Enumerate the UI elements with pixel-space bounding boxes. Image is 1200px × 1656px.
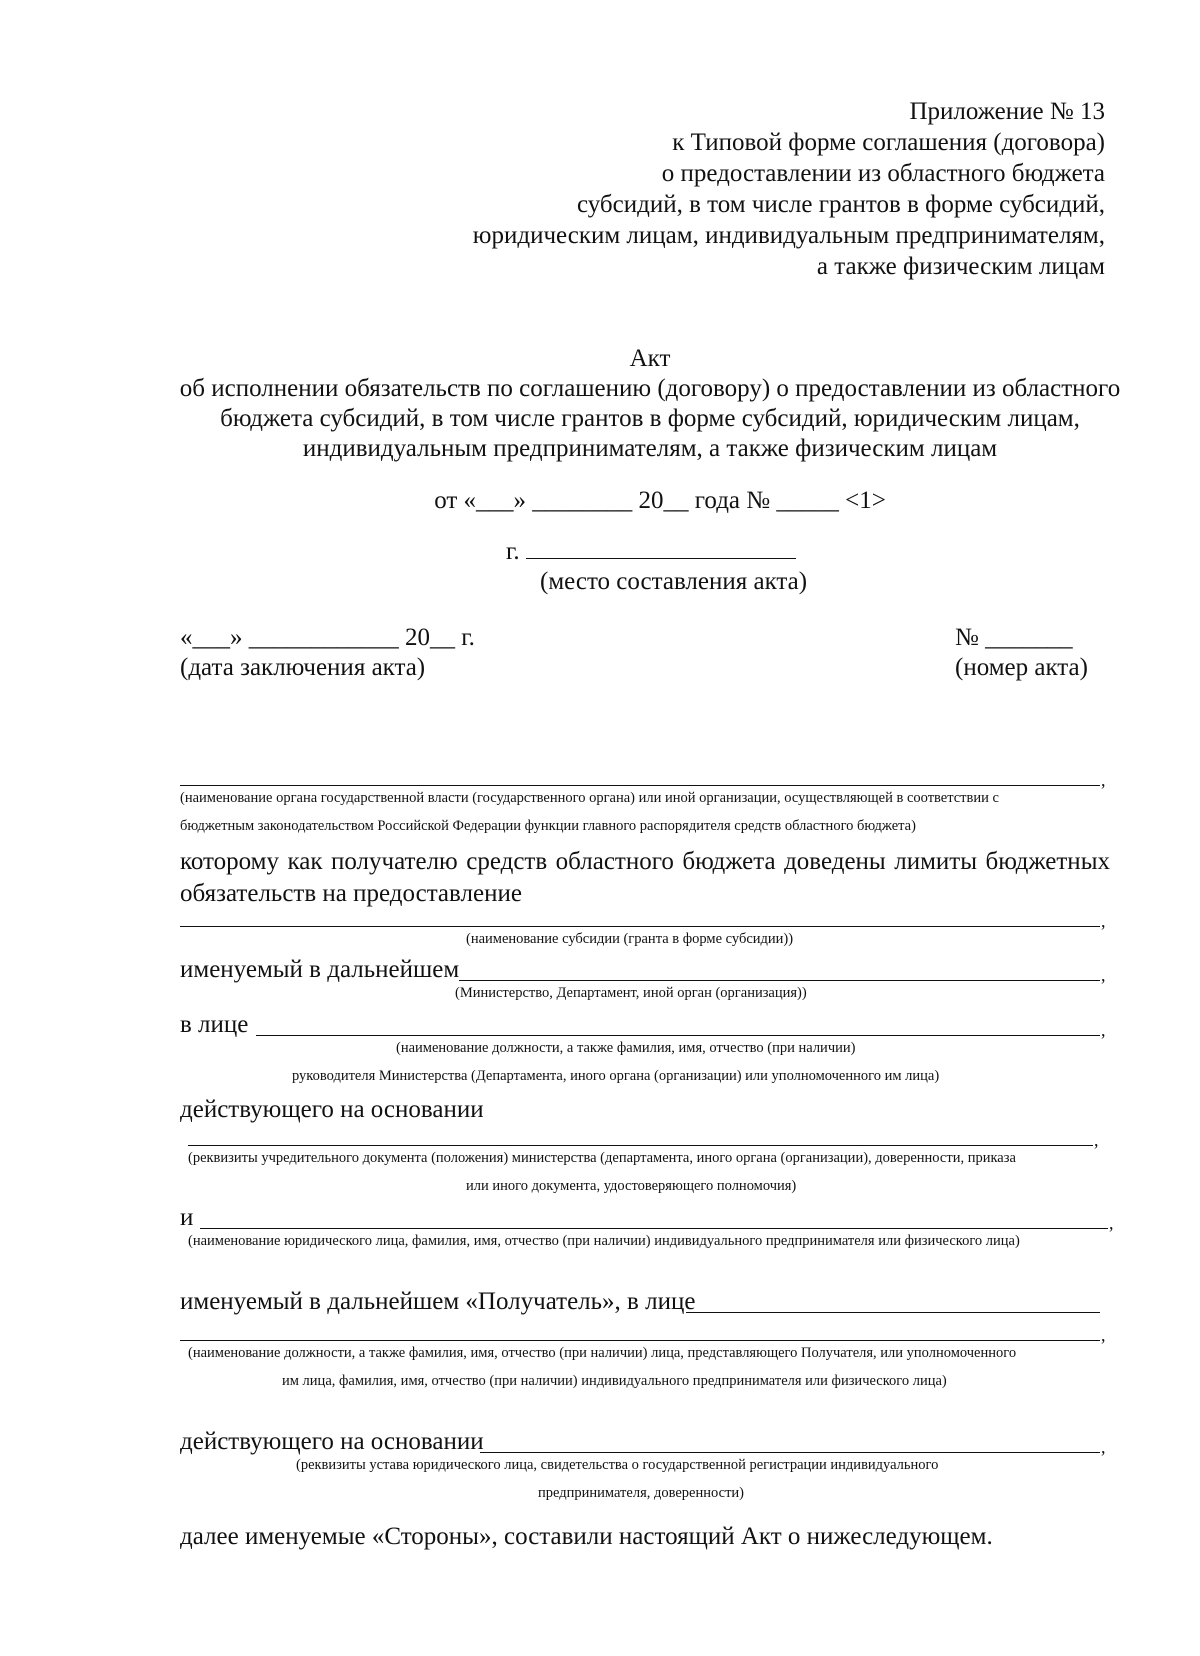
person-blank-line	[256, 1035, 1100, 1036]
appendix-line: субсидий, в том числе грантов в форме субсидий,	[576, 191, 1105, 218]
comma: ,	[1101, 770, 1106, 790]
basis-caption: или иного документа, удостоверяющего полномочия)	[466, 1178, 797, 1194]
subsidy-blank-line	[180, 926, 1100, 927]
ministry-caption: (Министерство, Департамент, иной орган (организация))	[455, 985, 807, 1001]
limits-line: обязательств на предоставление	[180, 880, 522, 907]
act-number-caption: (номер акта)	[955, 654, 1088, 681]
position-caption: руководителя Министерства (Департамента, иного органа (организации) или уполномоченного им лица)	[292, 1068, 940, 1084]
acting-basis-label: действующего на основании	[180, 1428, 484, 1455]
recipient-label: именуемый в дальнейшем «Получатель», в лице	[180, 1288, 696, 1315]
recipient-rep-blank-line-2	[180, 1340, 1100, 1341]
title-line: бюджета субсидий, в том числе грантов в форме субсидий, юридическим лицам,	[220, 405, 1080, 432]
comma: ,	[1101, 1437, 1106, 1457]
subsidy-caption: (наименование субсидии (гранта в форме субсидии))	[466, 931, 794, 947]
organ-caption: бюджетным законодательством Российской Федерации функции главного распорядителя средств областного бюджета)	[180, 818, 916, 834]
comma: ,	[1101, 965, 1106, 985]
recipient-caption: (наименование юридического лица, фамилия, имя, отчество (при наличии) индивидуального предпринимателя или физического лица)	[188, 1233, 1020, 1249]
representative-caption: (наименование должности, а также фамилия, имя, отчество (при наличии) лица, представляющего Получателя, или уполномоченного	[188, 1345, 1017, 1361]
act-number-field: № _______	[955, 624, 1073, 651]
comma: ,	[1101, 911, 1106, 931]
charter-caption: предпринимателя, доверенности)	[538, 1485, 744, 1501]
basis-blank-line	[188, 1145, 1093, 1146]
recipient-rep-blank-line	[686, 1312, 1100, 1313]
place-prefix: г.	[506, 538, 520, 565]
hereinafter-label: именуемый в дальнейшем	[180, 956, 460, 983]
title-heading: Акт	[629, 345, 671, 372]
acting-basis-label: действующего на основании	[180, 1096, 484, 1123]
appendix-line: а также физическим лицам	[816, 253, 1105, 280]
appendix-line: юридическим лицам, индивидуальным предпринимателям,	[472, 222, 1105, 249]
comma: ,	[1101, 1325, 1106, 1345]
place-blank	[526, 538, 796, 559]
charter-blank-line	[480, 1452, 1100, 1453]
recipient-blank-line	[200, 1228, 1108, 1229]
comma: ,	[1109, 1213, 1114, 1233]
limits-line: которому как получателю средств областного бюджета доведены лимиты бюджетных	[180, 848, 1110, 875]
appendix-line: Приложение № 13	[909, 98, 1105, 125]
organ-caption: (наименование органа государственной власти (государственного органа) или иной организации, осуществляющей в соответствии с	[180, 790, 999, 806]
organ-blank-line	[180, 785, 1100, 786]
charter-caption: (реквизиты устава юридического лица, свидетельства о государственной регистрации индивидуального	[296, 1457, 939, 1473]
position-caption: (наименование должности, а также фамилия, имя, отчество (при наличии)	[396, 1040, 856, 1056]
place-field	[506, 538, 796, 566]
representative-caption: им лица, фамилия, имя, отчество (при наличии) индивидуального предпринимателя или физического лица)	[282, 1373, 947, 1389]
ministry-blank-line	[459, 980, 1100, 981]
conclusion-date-caption: (дата заключения акта)	[180, 654, 426, 681]
comma: ,	[1101, 1020, 1106, 1040]
in-person-label: в лице	[180, 1011, 249, 1038]
title-line: об исполнении обязательств по соглашению (договору) о предоставлении из областного	[179, 375, 1121, 402]
closing-sentence: далее именуемые «Стороны», составили настоящий Акт о нижеследующем.	[180, 1523, 993, 1550]
basis-caption: (реквизиты учредительного документа (положения) министерства (департамента, иного органа (организации), доверенности, приказа	[188, 1150, 1016, 1166]
conclusion-date-field: «___» ____________ 20__ г.	[180, 624, 475, 651]
place-caption: (место составления акта)	[540, 568, 808, 595]
limits-paragraph	[180, 846, 1110, 910]
appendix-line: к Типовой форме соглашения (договора)	[672, 129, 1105, 156]
and-label: и	[180, 1204, 194, 1231]
act-date-number-line: от «___» ________ 20__ года № _____ <1>	[434, 487, 886, 514]
appendix-header	[473, 96, 1105, 282]
comma: ,	[1094, 1130, 1099, 1150]
title-line: индивидуальным предпринимателям, а также физическим лицам	[302, 435, 998, 462]
appendix-line: о предоставлении из областного бюджета	[661, 160, 1105, 187]
document-title	[0, 344, 1200, 464]
